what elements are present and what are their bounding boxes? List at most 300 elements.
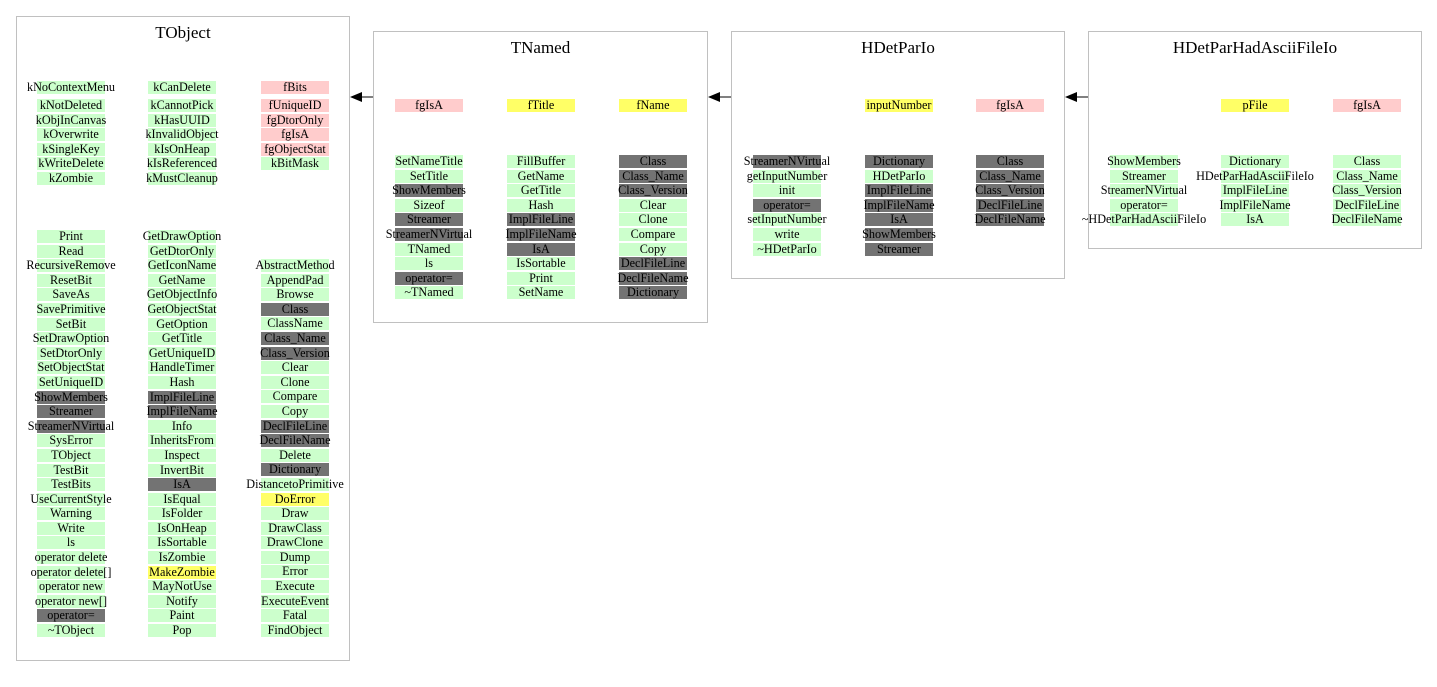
member-label: UseCurrentStyle (30, 491, 112, 506)
class-member (261, 143, 329, 156)
class-member (619, 170, 687, 183)
class-member (1110, 199, 1178, 212)
class-member (148, 99, 216, 112)
class-member (619, 199, 687, 212)
class-member (1333, 199, 1401, 212)
member-label: ls (424, 256, 434, 271)
class-member (1221, 213, 1289, 226)
member-label: GetDtorOnly (149, 243, 215, 258)
class-member (865, 170, 933, 183)
member-label: GetName (517, 168, 565, 183)
class-member (507, 99, 575, 112)
column (619, 155, 687, 301)
class-member (148, 81, 216, 94)
class-member (1221, 155, 1289, 168)
member-label: SavePrimitive (36, 301, 106, 316)
member-label: DeclFileName (259, 433, 331, 448)
member-label: Print (59, 229, 83, 243)
member-label: ImplFileName (1219, 197, 1291, 212)
class-member (261, 580, 329, 593)
class-member (395, 286, 463, 299)
class-member (148, 114, 216, 127)
member-label: write (774, 226, 800, 241)
member-label: Copy (639, 241, 667, 256)
class-member (37, 361, 105, 374)
member-label: IsA (1246, 212, 1264, 227)
member-label: SetNameTitle (395, 154, 463, 168)
class-member (37, 172, 105, 185)
class-member (507, 170, 575, 183)
class-member (148, 318, 216, 331)
member-label: Class_Version (260, 345, 330, 360)
member-label: inputNumber (866, 98, 932, 112)
class-member (619, 243, 687, 256)
member-label: DeclFileLine (977, 197, 1043, 212)
member-label: Draw (281, 506, 309, 521)
member-label: GetUniqueID (148, 345, 216, 360)
class-member (1333, 99, 1401, 112)
class-member (865, 99, 933, 112)
class-member (976, 184, 1044, 197)
member-label: MayNotUse (152, 579, 212, 594)
member-label: ImplFileLine (866, 183, 932, 198)
column (395, 99, 463, 114)
member-label: Class_Name (622, 168, 684, 183)
member-label: Hash (528, 197, 554, 212)
class-member (148, 595, 216, 608)
class-member (865, 199, 933, 212)
class-member (862, 226, 936, 241)
member-label: Info (171, 418, 193, 433)
class-member (261, 536, 329, 549)
member-label: IsSortable (516, 256, 566, 271)
member-label: IsFolder (161, 506, 203, 521)
member-label: Paint (169, 608, 195, 623)
member-label: ImplFileName (146, 404, 218, 419)
class-member (261, 493, 329, 506)
member-label: GetTitle (520, 183, 562, 198)
member-label: ~HDetParIo (757, 241, 817, 256)
member-label: operator delete (34, 550, 108, 565)
member-label: GetOption (156, 316, 208, 331)
class-member (865, 155, 933, 168)
class-member (261, 507, 329, 520)
class-member (34, 550, 108, 565)
member-label: Notify (166, 593, 198, 608)
column (865, 99, 933, 114)
member-label: ~HDetParHadAsciiFileIo (1081, 212, 1207, 227)
member-label: kMustCleanup (146, 170, 218, 185)
member-label: Inspect (164, 447, 200, 462)
class-member (37, 99, 105, 112)
class-member (865, 243, 933, 256)
class-member (148, 493, 216, 506)
class-member (148, 332, 216, 345)
column (862, 154, 936, 257)
member-label: DrawClone (266, 535, 324, 550)
class-member (1333, 155, 1401, 168)
member-label: TObject (51, 447, 91, 462)
class-member (37, 347, 105, 360)
member-label: Read (58, 243, 84, 258)
member-label: ShowMembers (862, 226, 936, 241)
class-member (976, 213, 1044, 226)
member-label: IsA (173, 477, 191, 492)
class-member (976, 199, 1044, 212)
class-member (261, 609, 329, 622)
class-member (246, 476, 344, 491)
class-member (1333, 184, 1401, 197)
class-member (142, 229, 222, 243)
member-label: fBits (283, 80, 307, 94)
column (507, 155, 575, 301)
class-member (395, 243, 463, 256)
member-label: ResetBit (50, 272, 92, 287)
member-label: kWriteDelete (38, 156, 104, 171)
class-member (34, 389, 108, 404)
member-label: DrawClass (268, 520, 322, 535)
member-label: GetDrawOption (142, 229, 222, 243)
column (37, 99, 105, 187)
class-member (747, 212, 827, 227)
member-label: GetObjectStat (147, 301, 217, 316)
member-label: SetName (518, 285, 564, 300)
member-label: fTitle (527, 98, 555, 112)
member-label: SetUniqueID (38, 374, 104, 389)
arrow-hdetparhadasciifileio-to-hdetpario (1065, 92, 1089, 102)
class-member (261, 420, 329, 433)
member-label: TNamed (407, 241, 451, 256)
class-member (261, 522, 329, 535)
class-member (37, 478, 105, 491)
class-member (395, 155, 463, 168)
class-member (37, 464, 105, 477)
class-member (507, 199, 575, 212)
class-member (1196, 168, 1314, 183)
member-label: DeclFileLine (620, 256, 686, 271)
class-member (261, 347, 329, 360)
member-label: Class (1353, 154, 1381, 168)
member-label: operator new (39, 579, 103, 594)
member-label: kOverwrite (43, 127, 99, 142)
member-label: DeclFileName (1331, 212, 1403, 227)
member-label: operator new[] (34, 593, 108, 608)
member-label: GetTitle (161, 331, 203, 346)
class-member (619, 184, 687, 197)
class-member (27, 80, 116, 94)
class-member (255, 258, 335, 272)
class-member (395, 199, 463, 212)
column (976, 99, 1044, 114)
class-member (619, 272, 687, 285)
class-member (395, 170, 463, 183)
member-label: TestBits (51, 477, 91, 492)
class-member (148, 391, 216, 404)
member-label: init (778, 183, 796, 198)
member-label: ShowMembers (34, 389, 108, 404)
class-member (507, 155, 575, 168)
member-label: IsOnHeap (157, 520, 207, 535)
member-label: kHasUUID (154, 112, 210, 127)
class-member (148, 551, 216, 564)
member-label: Dictionary (268, 462, 322, 477)
member-label: FindObject (267, 622, 323, 637)
member-label: ImplFileName (505, 226, 577, 241)
member-label: fUniqueID (268, 98, 322, 112)
class-member (148, 434, 216, 447)
class-member (37, 288, 105, 301)
column (27, 80, 116, 96)
member-label: GetObjectInfo (146, 287, 218, 302)
member-label: Compare (630, 226, 676, 241)
class-box-tnamed (373, 31, 708, 323)
class-member (261, 303, 329, 316)
member-label: Delete (279, 447, 311, 462)
member-label: FillBuffer (516, 154, 566, 168)
member-label: Print (529, 270, 553, 285)
class-box-tobject (16, 16, 350, 661)
member-label: Streamer (877, 241, 921, 256)
member-label: fgIsA (415, 98, 443, 112)
class-member (145, 127, 219, 142)
class-member (32, 331, 110, 346)
column (385, 154, 473, 301)
member-label: DeclFileLine (1334, 197, 1400, 212)
member-label: Fatal (282, 608, 308, 623)
member-label: GetName (158, 272, 206, 287)
member-label: DoError (274, 491, 316, 506)
class-member (148, 274, 216, 287)
member-label: Browse (276, 287, 314, 302)
member-label: Class_Version (1332, 183, 1402, 198)
class-title: TObject (155, 23, 211, 42)
class-member (261, 390, 329, 403)
class-member (37, 507, 105, 520)
class-member (743, 154, 831, 168)
class-member (261, 99, 329, 112)
member-label: SetTitle (409, 168, 449, 183)
class-member (261, 274, 329, 287)
member-label: Class_Name (264, 330, 326, 345)
class-member (1107, 154, 1181, 168)
member-label: fgIsA (281, 127, 309, 142)
member-label: operator= (405, 270, 453, 285)
member-label: pFile (1242, 98, 1268, 112)
member-label: operator= (47, 608, 95, 623)
class-member (1221, 199, 1289, 212)
column (1081, 154, 1207, 228)
column (1221, 99, 1289, 114)
member-label: Streamer (407, 212, 451, 227)
column (246, 258, 344, 638)
class-member (261, 81, 329, 94)
class-member (37, 609, 105, 622)
member-label: ls (66, 535, 76, 550)
member-label: Warning (50, 506, 92, 521)
class-member (395, 99, 463, 112)
class-member (30, 564, 112, 579)
member-label: kZombie (48, 170, 93, 185)
class-member (976, 99, 1044, 112)
class-member (976, 155, 1044, 168)
column (619, 99, 687, 114)
class-member (148, 507, 216, 520)
class-member (392, 183, 466, 198)
column (1333, 155, 1401, 228)
class-member (37, 143, 105, 156)
member-label: IsZombie (158, 550, 206, 565)
class-member (37, 624, 105, 637)
member-label: Compare (272, 389, 318, 404)
class-member (1100, 183, 1188, 198)
member-label: Hash (169, 374, 195, 389)
member-label: ImplFileLine (1222, 183, 1288, 198)
member-label: IsEqual (163, 491, 201, 506)
class-member (148, 376, 216, 389)
column (976, 155, 1044, 228)
class-member (27, 418, 115, 433)
member-label: IsSortable (157, 535, 207, 550)
class-member (753, 228, 821, 241)
class-member (1081, 212, 1207, 227)
member-label: GetIconName (147, 258, 217, 273)
member-label: Class_Version (975, 183, 1045, 198)
member-label: StreamerNVirtual (27, 418, 115, 433)
member-label: DeclFileLine (262, 418, 328, 433)
class-member (37, 274, 105, 287)
member-label: getInputNumber (746, 168, 828, 183)
class-member (507, 228, 575, 241)
class-member (261, 376, 329, 389)
arrow-hdetpario-to-tnamed (708, 92, 732, 102)
member-label: ~TNamed (404, 285, 454, 300)
class-member (37, 157, 105, 170)
class-member (261, 361, 329, 374)
member-label: Streamer (49, 404, 93, 419)
class-member (148, 259, 216, 272)
member-label: IsA (532, 241, 550, 256)
member-label: ShowMembers (392, 183, 466, 198)
member-label: ~TObject (47, 623, 95, 638)
class-member (385, 226, 473, 241)
member-label: operator delete[] (30, 564, 112, 579)
class-member (37, 536, 105, 549)
member-label: kInvalidObject (145, 127, 219, 142)
member-label: StreamerNVirtual (385, 226, 473, 241)
member-label: Error (282, 564, 308, 579)
class-member (148, 478, 216, 491)
column (743, 154, 831, 257)
member-label: Write (57, 520, 85, 535)
class-member (148, 288, 216, 301)
member-label: fName (636, 98, 670, 112)
class-member (261, 551, 329, 564)
member-label: DeclFileName (617, 270, 689, 285)
member-label: Clone (280, 374, 310, 389)
member-label: ImplFileLine (149, 389, 215, 404)
class-member (507, 184, 575, 197)
class-member (261, 288, 329, 301)
member-label: ImplFileName (863, 197, 935, 212)
member-label: fgIsA (996, 98, 1024, 112)
member-label: kObjInCanvas (35, 112, 107, 127)
member-label: kIsReferenced (146, 156, 218, 171)
member-label: Clear (281, 360, 309, 375)
class-member (37, 580, 105, 593)
member-label: InheritsFrom (150, 433, 214, 448)
class-member (507, 286, 575, 299)
class-member (753, 243, 821, 256)
column (145, 98, 219, 187)
class-member (148, 143, 216, 156)
class-member (37, 318, 105, 331)
member-label: AppendPad (266, 272, 324, 287)
member-label: Copy (281, 403, 309, 418)
class-member (1333, 170, 1401, 183)
member-label: Sizeof (413, 197, 445, 212)
member-label: DistancetoPrimitive (246, 476, 344, 491)
member-label: AbstractMethod (255, 258, 335, 272)
member-label: SetBit (55, 316, 87, 331)
member-label: fgDtorOnly (266, 112, 324, 127)
class-member (37, 376, 105, 389)
member-label: HandleTimer (149, 360, 215, 375)
class-member (148, 580, 216, 593)
member-label: TestBit (53, 462, 89, 477)
class-member (507, 213, 575, 226)
member-label: SetObjectStat (37, 360, 105, 375)
class-member (261, 624, 329, 637)
class-member (1110, 170, 1178, 183)
member-label: Class (639, 154, 667, 168)
class-member (753, 199, 821, 212)
class-box-hdetpario (731, 31, 1065, 279)
class-member (619, 228, 687, 241)
member-label: Clear (639, 197, 667, 212)
column (1333, 99, 1401, 114)
member-label: SysError (49, 433, 93, 448)
member-label: StreamerNVirtual (1100, 183, 1188, 198)
member-label: Clone (638, 212, 668, 227)
class-member (261, 565, 329, 578)
member-label: HDetParHadAsciiFileIo (1196, 168, 1314, 183)
column (148, 81, 216, 96)
member-label: Class_Version (618, 183, 688, 198)
column (507, 99, 575, 114)
member-label: InvertBit (159, 462, 204, 477)
class-member (37, 522, 105, 535)
class-member (976, 170, 1044, 183)
class-member (148, 449, 216, 462)
member-label: SetDtorOnly (39, 345, 103, 360)
member-label: kCanDelete (153, 80, 211, 94)
class-member (619, 99, 687, 112)
class-member (619, 213, 687, 226)
member-label: Class (281, 301, 309, 316)
column (261, 81, 329, 96)
member-label: HDetParIo (872, 168, 926, 183)
class-member (753, 184, 821, 197)
class-member (37, 434, 105, 447)
member-label: SetDrawOption (32, 331, 110, 346)
member-label: Dictionary (872, 154, 926, 168)
member-label: ClassName (267, 316, 323, 331)
member-label: Dictionary (1228, 154, 1282, 168)
class-member (261, 114, 329, 127)
class-member (148, 464, 216, 477)
class-member (261, 449, 329, 462)
member-label: ImplFileLine (508, 212, 574, 227)
